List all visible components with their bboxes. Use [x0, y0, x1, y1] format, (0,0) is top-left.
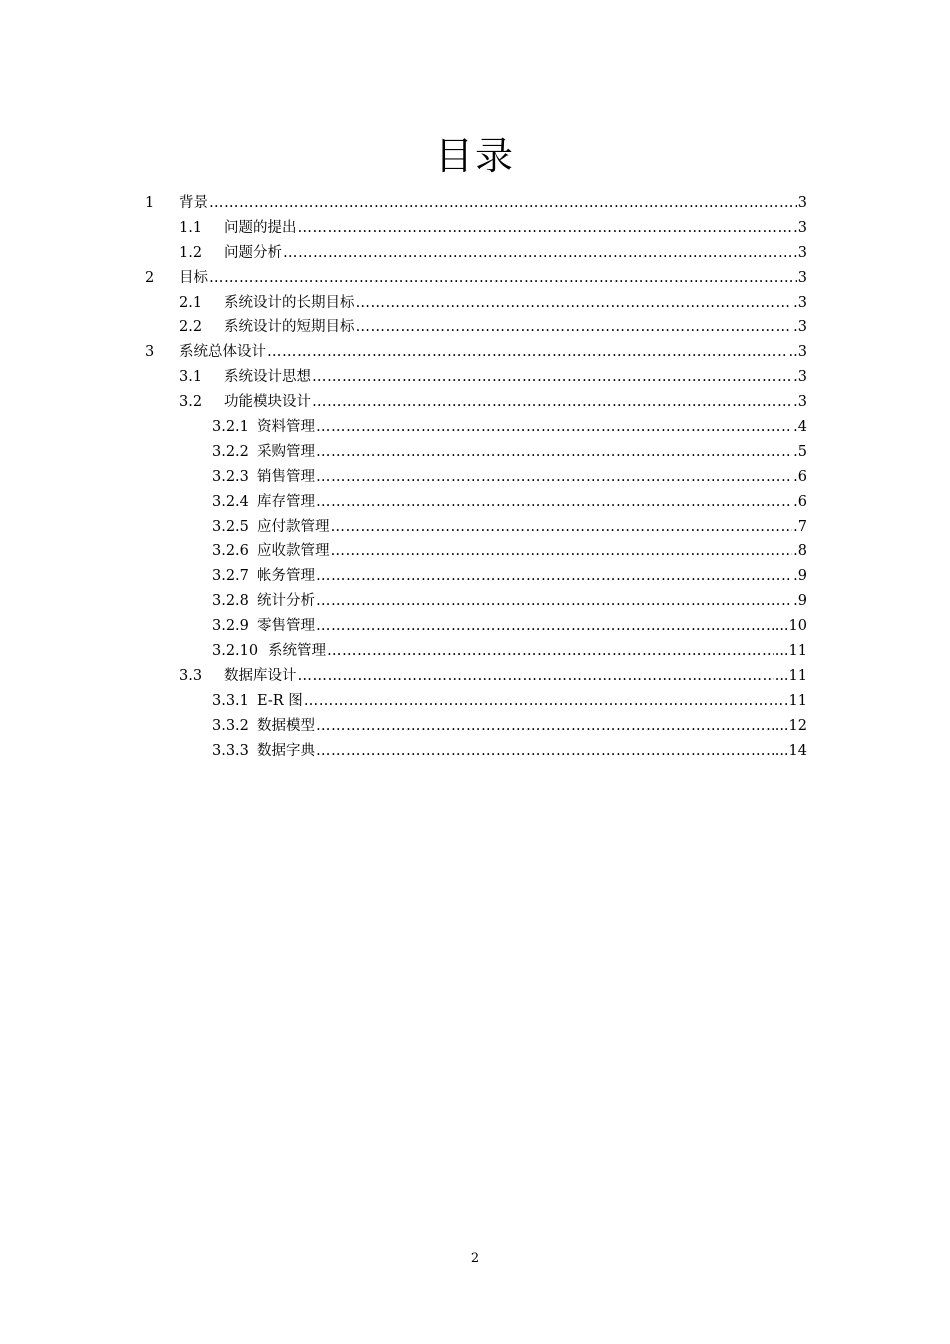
- toc-entry-text: 统计分析: [257, 593, 315, 610]
- toc-entry-text: 系统管理: [268, 643, 326, 660]
- toc-entry-number: 3.3: [179, 667, 203, 684]
- dot-leader: [298, 664, 774, 689]
- page-number: 2: [470, 1251, 480, 1266]
- toc-entry-number: 3: [145, 344, 155, 361]
- toc-entry[interactable]: [0, 440, 950, 465]
- toc-entry-page: .3: [793, 394, 807, 411]
- toc-entry-page: ...11: [774, 667, 807, 684]
- toc-entry-text: 功能模块设计: [224, 394, 311, 411]
- toc-entry-page: 11: [788, 692, 807, 709]
- toc-entry[interactable]: [0, 539, 950, 564]
- toc-entry-page: .3: [793, 319, 807, 336]
- dot-leader: [331, 515, 793, 540]
- toc-entry-text: 数据模型: [257, 717, 315, 734]
- toc-entry-number: 3.2: [179, 394, 203, 411]
- toc-entry-number: 3.2.4: [212, 493, 249, 510]
- toc-entry-page: ...11: [774, 643, 807, 660]
- toc-entry-number: 3.2.10: [212, 643, 259, 660]
- toc-entry[interactable]: [0, 291, 950, 316]
- toc-entry-text: 背景: [179, 195, 208, 211]
- toc-entry-number: 3.3.2: [212, 717, 249, 734]
- toc-entry-page: .4: [793, 419, 807, 436]
- dot-leader: [316, 440, 792, 465]
- toc-entry-page: ...12: [774, 717, 807, 734]
- toc-entry-number: 3.1: [179, 369, 203, 386]
- dot-leader: [316, 490, 792, 515]
- table-of-contents: [0, 191, 950, 763]
- toc-entry-page: .6: [793, 493, 807, 510]
- toc-entry-text: 数据字典: [257, 742, 315, 759]
- toc-entry-number: 3.2.2: [212, 443, 249, 460]
- toc-entry-text: E-R 图: [257, 692, 303, 709]
- dot-leader: [327, 639, 774, 664]
- toc-entry[interactable]: [0, 315, 950, 340]
- toc-entry-page: .3: [793, 369, 807, 386]
- toc-entry[interactable]: [0, 490, 950, 515]
- dot-leader: [316, 614, 774, 639]
- toc-entry[interactable]: [0, 664, 950, 689]
- toc-entry[interactable]: [0, 689, 950, 714]
- toc-entry-page: .9: [793, 568, 807, 585]
- toc-entry[interactable]: [0, 589, 950, 614]
- toc-entry-text: 系统设计的长期目标: [224, 294, 355, 311]
- toc-entry-number: 3.2.6: [212, 543, 249, 560]
- dot-leader: [356, 315, 793, 340]
- dot-leader: [209, 191, 797, 216]
- toc-entry-page: ...14: [774, 742, 807, 759]
- toc-entry-text: 零售管理: [257, 618, 315, 635]
- toc-entry-text: 系统设计的短期目标: [224, 319, 355, 336]
- toc-entry[interactable]: [0, 714, 950, 739]
- toc-entry-number: 2: [145, 269, 155, 286]
- toc-entry[interactable]: [0, 739, 950, 764]
- toc-entry-number: 1.1: [179, 219, 203, 236]
- toc-entry[interactable]: [0, 266, 950, 291]
- toc-entry-text: 系统总体设计: [179, 344, 266, 361]
- toc-entry[interactable]: [0, 515, 950, 540]
- toc-entry-text: 库存管理: [257, 493, 315, 510]
- toc-entry-page: .8: [793, 543, 807, 560]
- toc-entry-text: 采购管理: [257, 443, 315, 460]
- toc-title: 目录: [434, 134, 515, 179]
- dot-leader: [267, 340, 788, 365]
- toc-entry-number: 1.2: [179, 244, 203, 261]
- dot-leader: [331, 539, 793, 564]
- toc-entry[interactable]: [0, 216, 950, 241]
- toc-entry-text: 应收款管理: [257, 543, 330, 560]
- toc-entry-page: .3: [793, 219, 807, 236]
- toc-entry-page: .3: [793, 294, 807, 311]
- toc-entry-number: 2.1: [179, 294, 203, 311]
- toc-entry[interactable]: [0, 415, 950, 440]
- toc-entry-number: 3.2.7: [212, 568, 249, 585]
- toc-entry[interactable]: [0, 614, 950, 639]
- toc-entry-page: .3: [793, 244, 807, 261]
- toc-entry-text: 问题的提出: [224, 219, 297, 236]
- dot-leader: [316, 589, 792, 614]
- toc-entry[interactable]: [0, 365, 950, 390]
- toc-entry-page: ..3: [788, 344, 807, 361]
- toc-entry-text: 数据库设计: [224, 667, 297, 684]
- dot-leader: [316, 465, 792, 490]
- toc-entry[interactable]: [0, 465, 950, 490]
- dot-leader: [283, 241, 792, 266]
- dot-leader: [312, 365, 792, 390]
- dot-leader: [316, 739, 774, 764]
- toc-entry[interactable]: [0, 639, 950, 664]
- toc-entry[interactable]: [0, 191, 950, 216]
- toc-entry-page: 3: [797, 195, 807, 211]
- toc-entry-page: .5: [793, 443, 807, 460]
- toc-entry-page: ...10: [774, 618, 807, 635]
- dot-leader: [304, 689, 788, 714]
- toc-entry-number: 3.3.3: [212, 742, 249, 759]
- toc-entry-page: .7: [793, 518, 807, 535]
- toc-entry-number: 3.2.8: [212, 593, 249, 610]
- toc-entry-text: 应付款管理: [257, 518, 330, 535]
- toc-entry[interactable]: [0, 390, 950, 415]
- toc-entry[interactable]: [0, 340, 950, 365]
- dot-leader: [356, 291, 793, 316]
- toc-entry-number: 3.3.1: [212, 692, 249, 709]
- dot-leader: [316, 714, 774, 739]
- toc-entry-number: 2.2: [179, 319, 203, 336]
- dot-leader: [316, 415, 792, 440]
- toc-entry-text: 问题分析: [224, 244, 282, 261]
- toc-entry[interactable]: [0, 564, 950, 589]
- toc-entry-text: 销售管理: [257, 468, 315, 485]
- toc-entry-page: 3: [797, 269, 807, 286]
- toc-entry-text: 目标: [179, 269, 208, 286]
- toc-entry-text: 系统设计思想: [224, 369, 311, 386]
- toc-entry-number: 1: [145, 195, 155, 211]
- dot-leader: [209, 266, 797, 291]
- toc-entry[interactable]: [0, 241, 950, 266]
- toc-entry-number: 3.2.5: [212, 518, 249, 535]
- dot-leader: [312, 390, 792, 415]
- toc-entry-text: 帐务管理: [257, 568, 315, 585]
- toc-entry-number: 3.2.9: [212, 618, 249, 635]
- toc-entry-text: 资料管理: [257, 419, 315, 436]
- toc-entry-number: 3.2.1: [212, 419, 249, 436]
- toc-entry-page: .6: [793, 468, 807, 485]
- toc-entry-page: .9: [793, 593, 807, 610]
- dot-leader: [298, 216, 793, 241]
- dot-leader: [316, 564, 792, 589]
- toc-entry-number: 3.2.3: [212, 468, 249, 485]
